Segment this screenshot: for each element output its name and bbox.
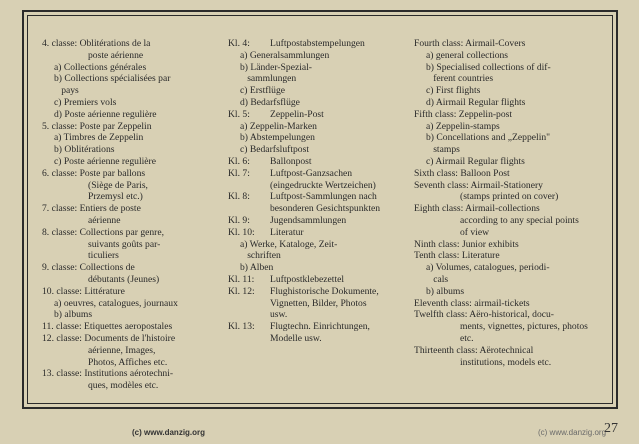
subcategory: c) Erstflüge — [240, 85, 286, 97]
class-title: Luftpost-Ganzsachen — [270, 167, 353, 179]
german-entry-head — [228, 38, 408, 50]
french-column — [42, 38, 220, 392]
class-title-continuation: débutants (Jeunes) — [88, 273, 160, 285]
class-title: Tenth class: Literature — [414, 250, 500, 262]
class-title: Ballonpost — [270, 155, 312, 167]
class-title-continuation: ques, modèles etc. — [88, 380, 159, 392]
german-entry-head — [228, 168, 408, 180]
french-entry — [42, 38, 220, 121]
class-number: Kl. 4: — [228, 38, 250, 49]
english-entry — [414, 345, 598, 369]
class-title: Luftpost-Sammlungen nach — [270, 191, 377, 203]
english-entry — [414, 309, 598, 344]
class-title: 8. classe: Collections par genre, — [42, 226, 165, 238]
english-entry — [414, 168, 598, 180]
class-title-continuation: poste aérienne — [88, 49, 144, 61]
subcategory: b) Concellations and „Zeppelin" — [426, 132, 551, 144]
german-entry-head — [228, 286, 408, 298]
class-title: Flughistorische Dokumente, — [270, 285, 379, 297]
class-number: Kl. 11: — [228, 273, 255, 285]
class-title-continuation: of view — [460, 226, 490, 238]
german-entry — [228, 274, 408, 286]
class-number: Kl. 7: — [228, 167, 250, 179]
class-title: Luftpostklebezettel — [270, 273, 345, 285]
subcategory: schriften — [240, 250, 281, 262]
subcategory: b) Specialised collections of dif- — [426, 61, 551, 73]
class-title-continuation: Przemysl etc.) — [88, 191, 143, 203]
class-title-continuation: aérienne, Images, — [88, 344, 156, 356]
german-entry — [228, 321, 408, 345]
german-entry-head — [228, 109, 408, 121]
class-title: 4. classe: Oblitérations de la — [42, 38, 151, 49]
subcategory: d) Bedarfsflüge — [240, 96, 300, 108]
class-title: Sixth class: Balloon Post — [414, 167, 510, 179]
german-entry-head — [228, 321, 408, 333]
class-title-continuation: institutions, models etc. — [460, 356, 552, 368]
subcategory: ferent countries — [426, 73, 494, 85]
french-entry — [42, 368, 220, 392]
class-title-continuation: according to any special points — [460, 214, 579, 226]
subcategory: b) Collections spécialisées par — [54, 73, 171, 85]
class-title-continuation: besonderen Gesichtspunkten — [270, 203, 381, 215]
subcategory: a) oeuvres, catalogues, journaux — [54, 297, 178, 309]
copyright-right: (c) www.danzig.org — [538, 428, 607, 437]
subcategory: c) Premiers vols — [54, 96, 117, 108]
class-title: Luftpostabstempelungen — [270, 38, 365, 49]
class-number: Kl. 8: — [228, 191, 250, 203]
german-column — [228, 38, 408, 345]
english-column — [414, 38, 598, 368]
page-number: 27 — [604, 421, 618, 436]
class-title: 5. classe: Poste par Zeppelin — [42, 120, 152, 132]
subcategory: b) Oblitérations — [54, 144, 115, 156]
class-title: Fourth class: Airmail-Covers — [414, 38, 526, 49]
english-entry — [414, 203, 598, 238]
subcategory: d) Airmail Regular flights — [426, 96, 526, 108]
class-title: 11. classe: Etiquettes aeropostales — [42, 321, 173, 333]
class-title-continuation: ments, vignettes, pictures, photos — [460, 321, 588, 333]
english-entry — [414, 38, 598, 109]
class-number: Kl. 10: — [228, 226, 255, 238]
subcategory: c) Airmail Regular flights — [426, 155, 525, 167]
english-entry — [414, 250, 598, 297]
class-number: Kl. 6: — [228, 155, 250, 167]
german-entry — [228, 215, 408, 227]
french-entry — [42, 227, 220, 262]
subcategory: a) Collections générales — [54, 61, 147, 73]
french-entry — [42, 333, 220, 368]
french-entry — [42, 203, 220, 227]
english-entry — [414, 239, 598, 251]
class-title: 13. classe: Institutions aérotechni- — [42, 368, 174, 380]
german-entry-head — [228, 215, 408, 227]
subcategory: c) Bedarfsluftpost — [240, 144, 310, 156]
class-title: Ninth class: Junior exhibits — [414, 238, 519, 250]
class-title: Eleventh class: airmail-tickets — [414, 297, 530, 309]
class-title: Thirteenth class: Aërotechnical — [414, 344, 534, 356]
class-title-continuation: (stamps printed on cover) — [460, 191, 559, 203]
class-title: 12. classe: Documents de l'histoire — [42, 332, 176, 344]
class-title: Literatur — [270, 226, 304, 238]
class-title-continuation: usw. — [270, 309, 288, 321]
class-title-continuation: aérienne — [88, 214, 121, 226]
subcategory: c) Poste aérienne regulière — [54, 155, 157, 167]
french-entry — [42, 286, 220, 321]
french-entry — [42, 168, 220, 203]
class-title-continuation: ticuliers — [88, 250, 119, 262]
class-title-continuation: Vignetten, Bilder, Photos — [270, 297, 367, 309]
german-entry — [228, 38, 408, 109]
class-title-continuation: etc. — [460, 332, 474, 344]
german-entry-head — [228, 227, 408, 239]
subcategory: d) Poste aérienne regulière — [54, 108, 157, 120]
class-title-continuation: Photos, Affiches etc. — [88, 356, 168, 368]
subcategory: a) Werke, Kataloge, Zeit- — [240, 238, 338, 250]
german-entry-head — [228, 274, 408, 286]
class-title-continuation: (eingedruckte Wertzeichen) — [270, 179, 376, 191]
class-title-continuation: Modelle usw. — [270, 332, 322, 344]
class-title: Zeppelin-Post — [270, 108, 324, 120]
class-title: 6. classe: Poste par ballons — [42, 167, 146, 179]
german-entry — [228, 156, 408, 168]
subcategory: pays — [54, 85, 79, 97]
french-entry — [42, 321, 220, 333]
german-entry — [228, 286, 408, 321]
subcategory: stamps — [426, 144, 460, 156]
class-title-continuation: (Siège de Paris, — [88, 179, 148, 191]
class-title: Fifth class: Zeppelin-post — [414, 108, 513, 120]
class-number: Kl. 12: — [228, 285, 255, 297]
french-entry — [42, 262, 220, 286]
german-entry-head — [228, 156, 408, 168]
class-title: Eighth class: Airmail-collections — [414, 203, 540, 215]
english-entry — [414, 109, 598, 168]
subcategory: a) Zeppelin-Marken — [240, 120, 317, 132]
class-title: Jugendsammlungen — [270, 214, 347, 226]
subcategory: b) Länder-Spezial- — [240, 61, 312, 73]
class-title: Twelfth class: Aëro-historical, docu- — [414, 309, 554, 321]
subcategory: c) First flights — [426, 85, 481, 97]
french-entry — [42, 121, 220, 168]
subcategory: a) Generalsammlungen — [240, 49, 330, 61]
copyright-left: (c) www.danzig.org — [132, 428, 206, 437]
class-title: Seventh class: Airmail-Stationery — [414, 179, 543, 191]
subcategory: cals — [426, 273, 449, 285]
class-title: 7. classe: Entiers de poste — [42, 203, 141, 215]
subcategory: b) Alben — [240, 262, 274, 274]
subcategory: b) Abstempelungen — [240, 132, 315, 144]
german-entry-head — [228, 191, 408, 203]
subcategory: a) Timbres de Zeppelin — [54, 132, 144, 144]
class-number: Kl. 9: — [228, 214, 250, 226]
subcategory: a) Zeppelin-stamps — [426, 120, 500, 132]
class-number: Kl. 13: — [228, 321, 255, 333]
german-entry — [228, 191, 408, 215]
english-entry — [414, 180, 598, 204]
german-entry — [228, 227, 408, 274]
class-title: 9. classe: Collections de — [42, 262, 135, 274]
subcategory: sammlungen — [240, 73, 297, 85]
class-title: 10. classe: Littérature — [42, 285, 125, 297]
german-entry — [228, 168, 408, 192]
class-number: Kl. 5: — [228, 108, 250, 120]
subcategory: a) general collections — [426, 49, 509, 61]
class-title-continuation: suivants goûts par- — [88, 238, 161, 250]
subcategory: a) Volumes, catalogues, periodi- — [426, 262, 550, 274]
english-entry — [414, 298, 598, 310]
class-title: Flugtechn. Einrichtungen, — [270, 321, 370, 333]
german-entry — [228, 109, 408, 156]
subcategory: b) albums — [54, 309, 93, 321]
subcategory: b) albums — [426, 285, 465, 297]
